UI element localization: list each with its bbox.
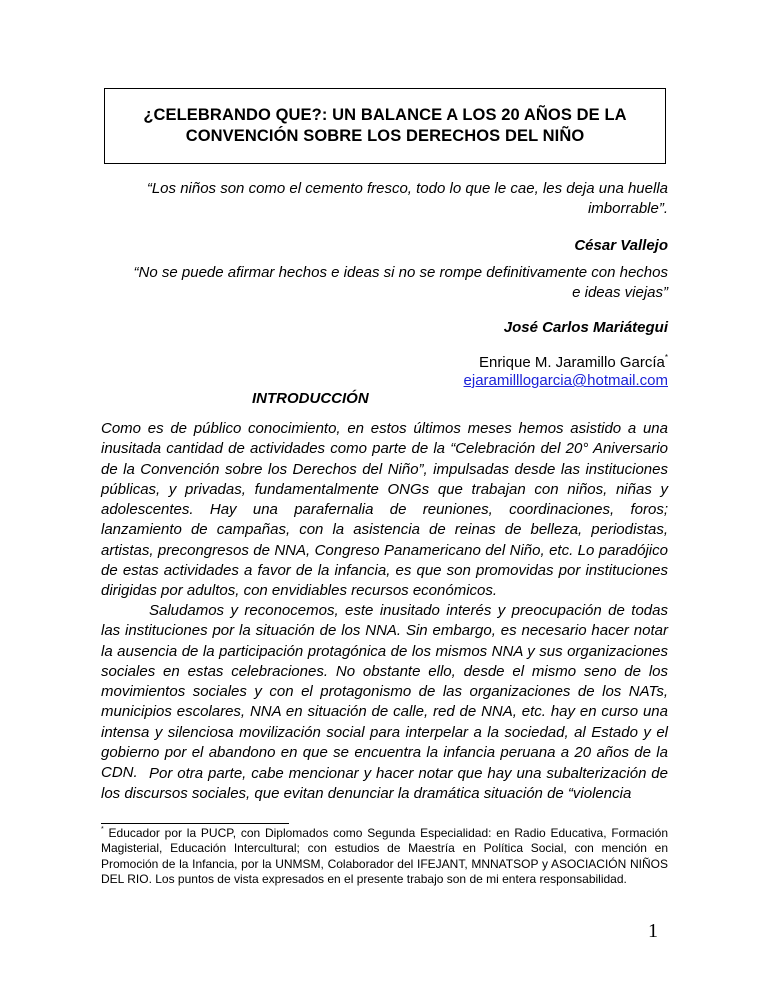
paragraph-2: Saludamos y reconocemos, este inusitado interés y preocupación de todas las instituciones por la situación de los NNA. Sin embargo, es necesario hacer notar la ausencia de la participación protagónica de los mismos NNA y sus organizaciones sociales en estas celebraciones. No obstante ello, desde el mismo seno de los movimientos sociales y con el protagonismo de las organizaciones de los NATs, municipios escolares, NNA en situación de calle, red de NNA, etc. hay en curso una intensa y silenciosa movilización social para interpelar a la sociedad, al Estado y el gobierno por el abandono en que se encuentra la infancia peruana a 20 años de la CDN. bbox=[101, 602, 668, 782]
footnote-text: Educador por la PUCP, con Diplomados como Segunda Especialidad: en Radio Educativa, Formación Magisterial, Educación Intercultural; con estudios de Maestría en Política Social, con mención en Promoción de la Infancia, por la UNMSM, Colaborador del IFEJANT, MNNATSOP y ASOCIACIÓN NIÑOS DEL RIO. Los puntos de vista expresados en el presente trabajo son de mi entera responsabilidad. bbox=[101, 826, 668, 886]
epigraph-quote-mariategui: “No se puede afirmar hechos e ideas si no se rompe definitivamente con hechos e ideas viejas” bbox=[133, 264, 668, 301]
section-heading: INTRODUCCIÓN bbox=[252, 390, 369, 407]
epigraph-author-vallejo: César Vallejo bbox=[574, 237, 668, 254]
author-footnote-mark: * bbox=[664, 353, 668, 362]
epigraph-quote-vallejo: “Los niños son como el cemento fresco, todo lo que le cae, les deja una huella imborrable”. bbox=[146, 180, 668, 217]
page-number: 1 bbox=[648, 920, 658, 942]
title-box bbox=[104, 88, 666, 164]
footnote-mark: * bbox=[101, 826, 104, 833]
paragraph-1: Como es de público conocimiento, en estos últimos meses hemos asistido a una inusitada cantidad de actividades como parte de la “Celebración del 20° Aniversario de la Convención sobre los Derechos del Niño”, impulsadas desde las instituciones públicas, y privadas, fundamentalmente ONGs que trabajan con niños, niñas y adolescentes. Hay una parafernalia de reuniones, coordinaciones, foros; lanzamiento de campañas, con la asistencia de reinas de belleza, periodistas, artistas, precongresos de NNA, Congreso Panamericano del Niño, etc. Lo paradójico de estas actividades a favor de la infancia, es que son promovidas por instituciones dirigidas por adultos, con envidiables recursos económicos. bbox=[101, 420, 668, 600]
footnote bbox=[101, 826, 668, 887]
author-email-link[interactable]: ejaramilllogarcia@hotmail.com bbox=[463, 372, 668, 389]
epigraph-author-mariategui: José Carlos Mariátegui bbox=[503, 319, 668, 336]
footnote-divider bbox=[101, 823, 289, 824]
document-title: ¿CELEBRANDO QUE?: UN BALANCE A LOS 20 AÑOS DE LA CONVENCIÓN SOBRE LOS DERECHOS DEL NIÑO bbox=[143, 106, 627, 145]
author-name bbox=[479, 353, 668, 373]
paragraph-3: Por otra parte, cabe mencionar y hacer notar que hay una subalterización de los discursos sociales, que evitan denunciar la dramática situación de “violencia bbox=[101, 765, 668, 803]
author-name-text: Enrique M. Jaramillo García bbox=[478, 354, 665, 371]
